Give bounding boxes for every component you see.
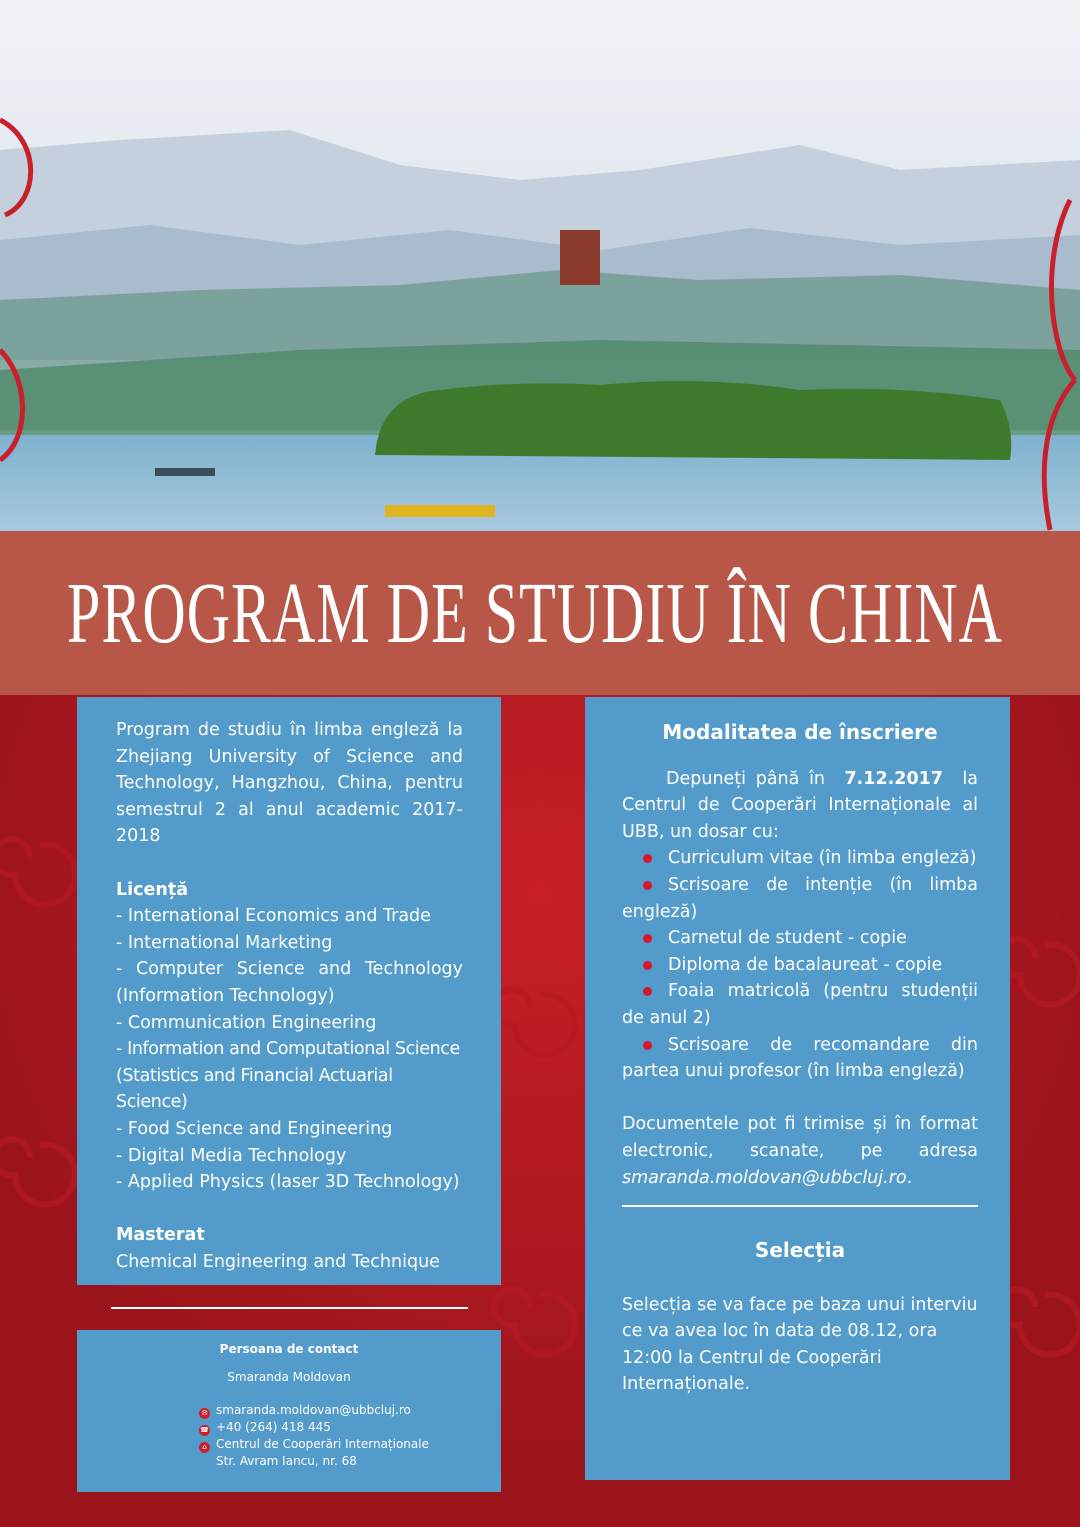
list-item: Carnetul de student - copie: [622, 925, 978, 952]
list-item: - Applied Physics (laser 3D Technology): [116, 1172, 460, 1193]
enrollment-heading: Modalitatea de înscriere: [662, 720, 938, 744]
list-item: Scrisoare de recomandare din partea unui profesor (în limba engleză): [622, 1034, 978, 1082]
deadline-date: 7.12.2017: [844, 768, 943, 789]
contact-heading: Persoana de contact: [219, 1342, 359, 1356]
list-item: - International Marketing: [116, 932, 333, 953]
selection-text: Selecția se va face pe baza unui interviu ce va avea loc în data de 08.12, ora 12:00 la Centrul de Cooperări Internaționale.: [622, 1294, 978, 1395]
bullet-icon: [643, 854, 652, 863]
email-icon: ✉: [199, 1408, 210, 1419]
contact-address: Str. Avram Iancu, nr. 68: [216, 1454, 357, 1468]
list-item: Diploma de bacalaureat - copie: [622, 952, 978, 979]
program-intro: Program de studiu în limba engleză la Zhejiang University of Science and Technology, Hangzhou, China, pentru semestrul 2 al anul academic 2017-2018: [116, 720, 463, 847]
bullet-icon: [643, 987, 652, 996]
bullet-icon: [643, 961, 652, 970]
bullet-icon: [643, 1041, 652, 1050]
page-title: PROGRAM DE STUDIU ÎN CHINA: [66, 564, 1004, 661]
contact-name: Smaranda Moldovan: [227, 1370, 351, 1384]
enrollment-box: Modalitatea de înscriere Depuneți până în 7.12.2017 la Centrul de Cooperări Internaționale al UBB, un dosar cu: Curriculum vitae (în limba engleză) Scrisoare de intenție (în limba engleză) Carnetul de student - copie Diploma de bacalaureat - copie Foaia matricolă (pentru studenții de anul 2) Scrisoare de recomandare din partea unui profesor (în limba engleză) Documentele pot fi trimise și în format electronic, scanate, pe adresa smaranda.moldovan@ubbcluj.ro. Selecția Selecția se va face pe baza unui interviu ce va avea loc în data de 08.12, ora 12:00 la Centrul de Cooperări Internaționale.: [585, 697, 1010, 1480]
selection-heading: Selecția: [754, 1238, 846, 1263]
list-item: - Communication Engineering: [116, 1012, 377, 1033]
contact-phone: +40 (264) 418 445: [216, 1420, 331, 1434]
deadline-intro: Depuneți până în: [666, 768, 826, 789]
list-item: Curriculum vitae (în limba engleză): [622, 845, 978, 872]
contact-office: Centrul de Cooperări Internaționale: [216, 1437, 429, 1451]
electronic-text: Documentele pot fi trimise și în format electronic, scanate, pe adresa: [622, 1114, 978, 1161]
list-item: - Food Science and Engineering: [116, 1118, 393, 1139]
title-banner: [0, 531, 1080, 695]
bullet-icon: [643, 934, 652, 943]
list-item: - International Economics and Trade: [116, 906, 431, 927]
electronic-email[interactable]: smaranda.moldovan@ubbcluj.ro: [622, 1167, 907, 1188]
list-item: - Information and Computational Science (Statistics and Financial Actuarial Science): [116, 1039, 460, 1113]
masterat-heading: Masterat: [116, 1225, 205, 1246]
program-info-box: [77, 697, 501, 1285]
hangzhou-lake-photo: [0, 0, 1080, 532]
bullet-icon: [643, 881, 652, 890]
contact-email[interactable]: smaranda.moldovan@ubbcluj.ro: [216, 1403, 411, 1417]
deadline-outro: la Centrul de Cooperări Internaționale al UBB, un dosar cu:: [622, 768, 978, 842]
list-item: Foaia matricolă (pentru studenții de anul 2): [622, 981, 978, 1028]
list-item: Scrisoare de intenție (în limba engleză): [622, 874, 978, 922]
divider: [111, 1307, 468, 1309]
licenta-heading: Licență: [116, 879, 189, 900]
phone-icon: ☎: [200, 1426, 209, 1434]
divider: [622, 1205, 978, 1207]
list-item: Chemical Engineering and Technique: [116, 1251, 440, 1272]
list-item: - Computer Science and Technology (Information Technology): [116, 959, 463, 1006]
contact-box: [77, 1330, 501, 1492]
list-item: - Digital Media Technology: [116, 1145, 347, 1166]
home-icon: ⌂: [199, 1442, 210, 1453]
